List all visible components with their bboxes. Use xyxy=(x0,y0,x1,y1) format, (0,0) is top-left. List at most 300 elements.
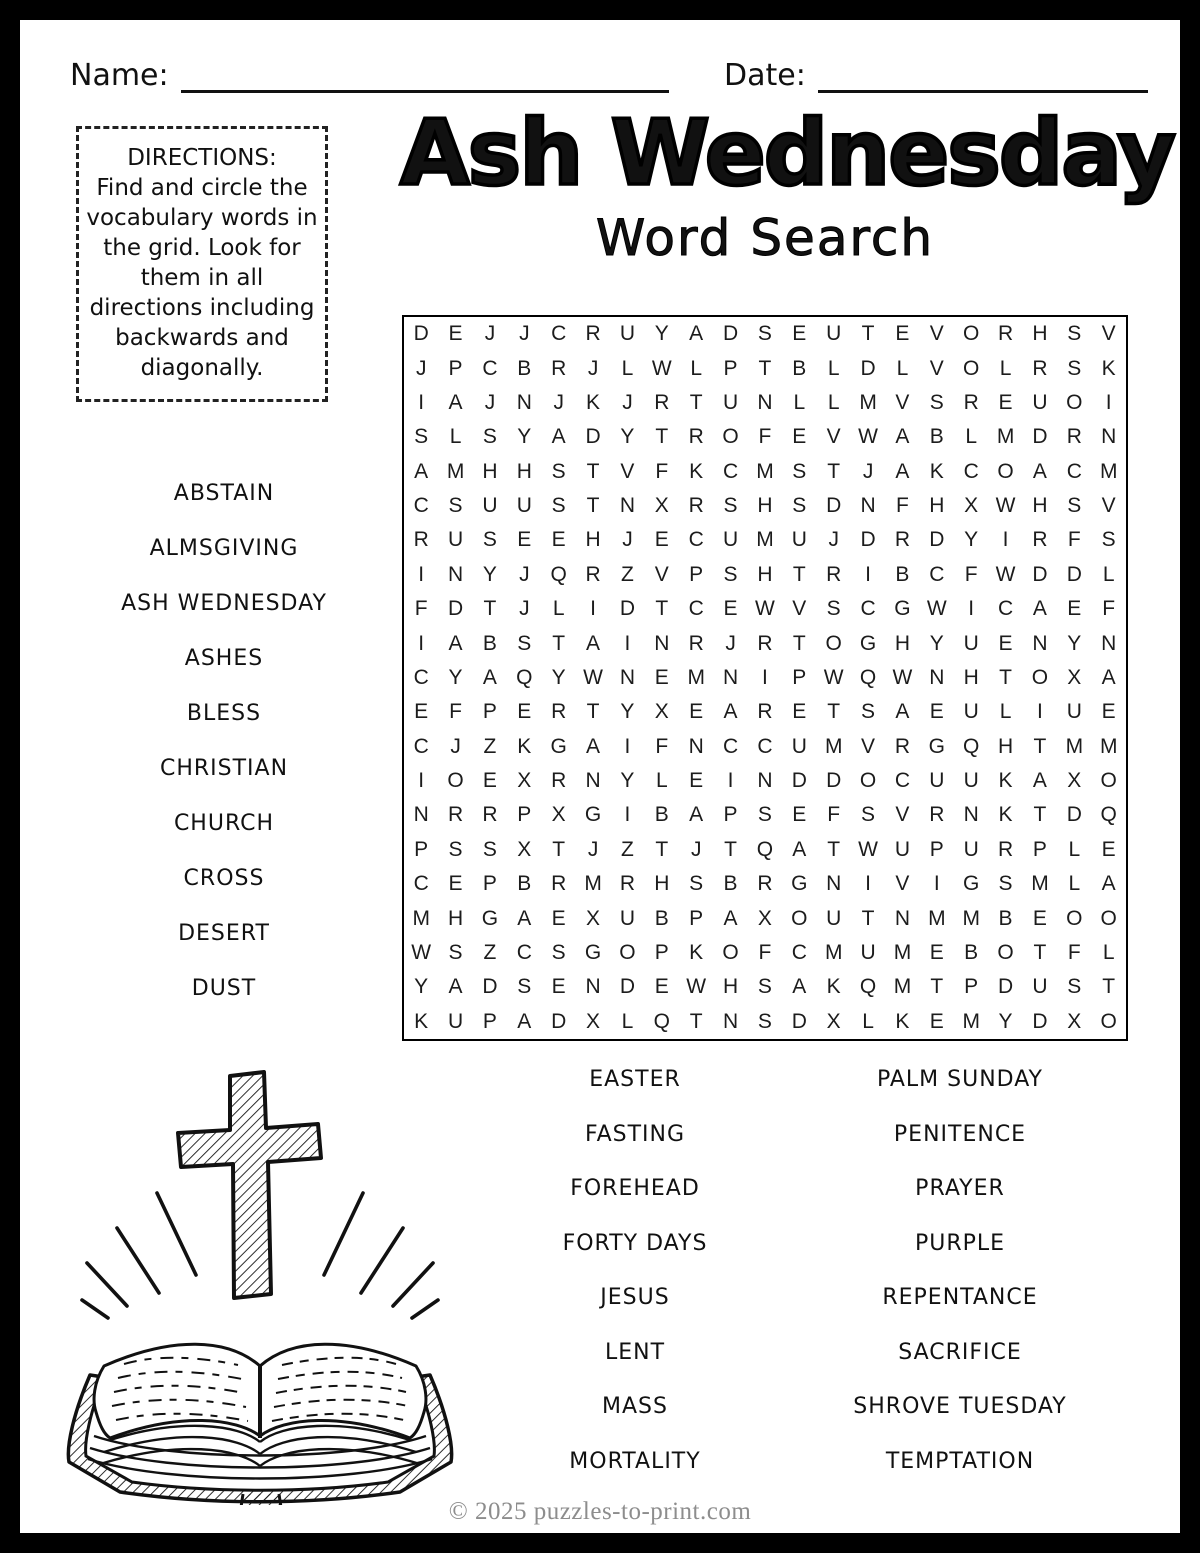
grid-cell: M xyxy=(446,459,465,483)
grid-cell: O xyxy=(1066,390,1083,414)
grid-cell: M xyxy=(687,665,705,689)
grid-cell: S xyxy=(448,837,463,861)
grid-cell: P xyxy=(964,975,979,999)
grid-cell: S xyxy=(482,528,497,552)
grid-cell: B xyxy=(964,940,979,964)
grid-cell: J xyxy=(828,528,839,552)
grid-cell: M xyxy=(584,872,602,896)
grid-cell: K xyxy=(998,803,1013,827)
grid-cell: U xyxy=(963,631,979,655)
grid-cell: Z xyxy=(483,734,497,758)
grid-cell: A xyxy=(517,1009,532,1033)
grid-cell: P xyxy=(517,803,532,827)
grid-cell: R xyxy=(963,390,979,414)
grid-cell: D xyxy=(860,528,876,552)
grid-cell: X xyxy=(1067,1009,1082,1033)
grid-cell: E xyxy=(482,769,497,793)
grid-cell: E xyxy=(1101,837,1116,861)
grid-cell: E xyxy=(929,940,944,964)
grid-cell: Q xyxy=(859,975,877,999)
word-list-bottom-right xyxy=(790,1053,1130,1489)
grid-cell: C xyxy=(516,940,532,964)
grid-cell: D xyxy=(1066,562,1082,586)
grid-cell: E xyxy=(517,528,532,552)
grid-cell: L xyxy=(827,390,840,414)
grid-cell: Y xyxy=(551,665,566,689)
word-list-item: FOREHEAD xyxy=(570,1176,700,1201)
grid-cell: S xyxy=(1067,356,1082,380)
word-list-item: CHRISTIAN xyxy=(159,756,289,781)
grid-cell: V xyxy=(895,390,910,414)
grid-cell: O xyxy=(997,459,1014,483)
grid-cell: E xyxy=(929,1009,944,1033)
grid-row xyxy=(404,695,1126,729)
grid-cell: W xyxy=(858,837,878,861)
grid-cell: U xyxy=(516,494,532,518)
grid-cell: S xyxy=(757,975,772,999)
grid-cell: C xyxy=(722,734,739,758)
grid-cell: C xyxy=(929,562,945,586)
grid-cell: L xyxy=(999,700,1012,724)
grid-cell: D xyxy=(619,975,636,999)
grid-cell: Q xyxy=(756,837,774,861)
grid-cell: N xyxy=(929,665,945,689)
grid-cell: R xyxy=(551,356,567,380)
grid-cell: M xyxy=(1065,734,1084,758)
grid-cell: J xyxy=(484,322,496,346)
grid-cell: K xyxy=(998,769,1013,793)
grid-cell: P xyxy=(723,803,738,827)
grid-cell: S xyxy=(551,940,566,964)
grid-cell: B xyxy=(517,356,532,380)
grid-cell: H xyxy=(929,494,945,518)
grid-cell: M xyxy=(1031,872,1049,896)
grid-row xyxy=(404,317,1126,351)
grid-cell: C xyxy=(482,356,498,380)
grid-cell: N xyxy=(1032,631,1048,655)
grid-cell: O xyxy=(997,940,1014,964)
grid-cell: T xyxy=(552,631,566,655)
grid-cell: U xyxy=(826,322,842,346)
grid-cell: E xyxy=(551,906,566,930)
grid-cell: A xyxy=(895,700,910,724)
grid-cell: E xyxy=(414,700,429,724)
grid-cell: E xyxy=(792,322,807,346)
grid-cell: K xyxy=(826,975,841,999)
grid-cell: R xyxy=(688,494,704,518)
grid-cell: N xyxy=(1101,631,1117,655)
grid-cell: H xyxy=(516,459,532,483)
grid-cell: O xyxy=(722,940,739,964)
grid-cell: O xyxy=(1100,1009,1117,1033)
grid-cell: U xyxy=(860,940,876,964)
grid-cell: M xyxy=(962,1009,980,1033)
grid-cell: G xyxy=(963,872,980,896)
grid-cell: E xyxy=(551,975,566,999)
grid-cell: Y xyxy=(654,322,669,346)
grid-cell: L xyxy=(552,597,565,621)
grid-cell: H xyxy=(757,494,773,518)
word-list-item: LENT xyxy=(604,1339,666,1365)
word-list-item: ASH WEDNESDAY xyxy=(121,591,327,616)
grid-cell: J xyxy=(519,562,530,586)
grid-cell: T xyxy=(1033,734,1047,758)
grid-cell: R xyxy=(757,700,773,724)
grid-cell: C xyxy=(413,734,429,758)
grid-cell: T xyxy=(586,494,600,518)
grid-cell: U xyxy=(791,528,807,552)
name-blank-line xyxy=(181,58,669,93)
grid-cell: H xyxy=(585,528,601,552)
grid-cell: I xyxy=(865,562,871,586)
grid-cell: H xyxy=(963,665,979,689)
grid-cell: S xyxy=(482,837,497,861)
grid-cell: E xyxy=(654,528,669,552)
grid-cell: S xyxy=(551,459,566,483)
word-list-bottom-left xyxy=(475,1053,795,1489)
grid-cell: X xyxy=(517,769,532,793)
grid-cell: S xyxy=(517,975,532,999)
grid-cell: K xyxy=(586,390,601,414)
grid-cell: T xyxy=(1033,803,1047,827)
grid-cell: Y xyxy=(414,975,429,999)
grid-cell: U xyxy=(447,1009,464,1033)
grid-cell: D xyxy=(413,322,429,346)
word-list-item: DUST xyxy=(191,976,257,1001)
directions-body: Find and circle the vocabulary words in the grid. Look for them in all directions including backwards and diagonally. xyxy=(86,175,318,381)
grid-cell: U xyxy=(722,528,739,552)
grid-cell: A xyxy=(517,906,532,930)
grid-cell: H xyxy=(1032,322,1048,346)
grid-cell: W xyxy=(995,562,1016,586)
grid-cell: K xyxy=(929,459,944,483)
grid-cell: C xyxy=(860,597,876,621)
grid-cell: B xyxy=(482,631,497,655)
grid-row xyxy=(404,626,1126,660)
grid-cell: S xyxy=(1067,322,1082,346)
grid-cell: S xyxy=(689,872,704,896)
grid-cell: F xyxy=(655,734,669,758)
grid-cell: P xyxy=(689,562,704,586)
grid-cell: H xyxy=(894,631,911,655)
grid-cell: J xyxy=(415,356,427,380)
grid-cell: Y xyxy=(620,769,635,793)
grid-cell: V xyxy=(792,597,807,621)
grid-cell: S xyxy=(861,803,876,827)
word-list-item: ABSTAIN xyxy=(173,481,275,506)
word-list-item: FASTING xyxy=(584,1121,686,1147)
grid-cell: Y xyxy=(929,631,944,655)
grid-cell: N xyxy=(516,390,532,414)
grid-cell: F xyxy=(414,597,428,621)
grid-cell: T xyxy=(792,562,806,586)
grid-cell: J xyxy=(484,390,496,414)
grid-cell: T xyxy=(655,425,669,449)
grid-cell: D xyxy=(826,494,842,518)
grid-cell: O xyxy=(1100,769,1117,793)
grid-cell: E xyxy=(895,322,910,346)
grid-cell: U xyxy=(1032,975,1048,999)
grid-cell: X xyxy=(586,906,601,930)
grid-cell: K xyxy=(895,1009,910,1033)
grid-cell: O xyxy=(722,425,739,449)
page-subtitle: Word Search xyxy=(595,209,935,267)
grid-cell: R xyxy=(826,562,842,586)
grid-cell: A xyxy=(1101,665,1116,689)
grid-cell: P xyxy=(1032,837,1047,861)
grid-cell: H xyxy=(722,975,739,999)
grid-cell: D xyxy=(791,769,807,793)
grid-cell: R xyxy=(619,872,636,896)
grid-cell: R xyxy=(413,528,429,552)
grid-cell: M xyxy=(859,390,877,414)
grid-cell: W xyxy=(995,494,1016,518)
grid-cell: U xyxy=(482,494,498,518)
grid-cell: A xyxy=(723,906,738,930)
grid-cell: R xyxy=(447,803,464,827)
grid-cell: G xyxy=(550,734,567,758)
grid-cell: C xyxy=(413,494,429,518)
grid-cell: S xyxy=(861,700,876,724)
grid-row xyxy=(404,970,1126,1004)
grid-cell: L xyxy=(1068,872,1081,896)
grid-cell: G xyxy=(584,940,602,964)
grid-cell: F xyxy=(964,562,978,586)
grid-cell: W xyxy=(823,665,844,689)
grid-cell: J xyxy=(519,597,530,621)
grid-cell: C xyxy=(791,940,807,964)
grid-cell: T xyxy=(724,837,737,861)
grid-cell: T xyxy=(827,700,841,724)
grid-cell: V xyxy=(895,803,910,827)
grid-cell: O xyxy=(963,322,980,346)
word-list-item: PRAYER xyxy=(915,1176,1005,1201)
grid-cell: E xyxy=(723,597,738,621)
grid-cell: L xyxy=(896,356,909,380)
directions-heading: DIRECTIONS: xyxy=(127,145,277,171)
grid-cell: P xyxy=(929,837,944,861)
grid-cell: N xyxy=(963,803,979,827)
name-label: Name: xyxy=(70,58,169,93)
grid-cell: Z xyxy=(621,837,634,861)
grid-cell: C xyxy=(1066,459,1082,483)
grid-cell: U xyxy=(894,837,911,861)
grid-cell: Q xyxy=(516,665,533,689)
grid-cell: D xyxy=(619,597,636,621)
grid-cell: W xyxy=(858,425,878,449)
word-list-item: CHURCH xyxy=(173,811,275,836)
grid-cell: I xyxy=(624,803,631,827)
grid-cell: O xyxy=(619,940,636,964)
grid-cell: C xyxy=(688,597,704,621)
grid-cell: N xyxy=(654,631,670,655)
grid-cell: N xyxy=(894,906,911,930)
grid-cell: G xyxy=(584,803,602,827)
grid-cell: K xyxy=(689,459,704,483)
grid-cell: M xyxy=(996,425,1015,449)
word-list-item: DESERT xyxy=(178,921,270,946)
grid-row xyxy=(404,592,1126,626)
grid-cell: C xyxy=(413,872,429,896)
grid-cell: C xyxy=(894,769,911,793)
grid-cell: D xyxy=(1066,803,1082,827)
grid-cell: N xyxy=(585,769,601,793)
grid-cell: E xyxy=(551,528,566,552)
grid-cell: L xyxy=(999,356,1012,380)
grid-cell: O xyxy=(1031,665,1049,689)
grid-cell: A xyxy=(1032,459,1047,483)
grid-cell: C xyxy=(997,597,1014,621)
grid-cell: J xyxy=(450,734,461,758)
directions-box xyxy=(76,126,328,402)
grid-cell: J xyxy=(622,390,633,414)
grid-cell: L xyxy=(449,425,462,449)
grid-cell: O xyxy=(447,769,464,793)
grid-cell: B xyxy=(895,562,910,586)
grid-cell: D xyxy=(722,322,739,346)
grid-cell: D xyxy=(1032,562,1048,586)
grid-cell: U xyxy=(963,837,979,861)
grid-cell: N xyxy=(447,562,464,586)
grid-cell: N xyxy=(413,803,429,827)
grid-cell: E xyxy=(998,390,1013,414)
grid-cell: R xyxy=(551,872,567,896)
grid-cell: F xyxy=(758,425,772,449)
grid-cell: C xyxy=(757,734,773,758)
grid-cell: R xyxy=(929,803,945,827)
grid-cell: I xyxy=(865,872,871,896)
grid-cell: R xyxy=(1066,425,1082,449)
grid-row xyxy=(404,523,1126,557)
grid-cell: X xyxy=(757,906,772,930)
grid-cell: Y xyxy=(620,700,635,724)
grid-cell: A xyxy=(586,631,601,655)
grid-cell: T xyxy=(1102,975,1116,999)
grid-cell: K xyxy=(689,940,704,964)
grid-cell: Z xyxy=(621,562,634,586)
grid-cell: Y xyxy=(448,665,463,689)
name-field xyxy=(70,58,669,93)
grid-cell: I xyxy=(933,872,940,896)
grid-cell: U xyxy=(963,700,979,724)
grid-cell: L xyxy=(621,356,634,380)
grid-cell: E xyxy=(792,803,807,827)
word-list-item: SACRIFICE xyxy=(898,1339,1022,1365)
grid-cell: A xyxy=(723,700,738,724)
grid-cell: Y xyxy=(482,562,497,586)
grid-cell: V xyxy=(1101,322,1116,346)
grid-cell: A xyxy=(689,803,704,827)
grid-cell: L xyxy=(827,356,840,380)
grid-row xyxy=(404,901,1126,935)
grid-cell: E xyxy=(448,322,463,346)
grid-cell: P xyxy=(414,837,429,861)
grid-cell: G xyxy=(481,906,499,930)
word-list-left xyxy=(78,466,370,1016)
grid-cell: Q xyxy=(963,734,980,758)
grid-cell: W xyxy=(583,665,603,689)
grid-cell: N xyxy=(757,769,773,793)
grid-cell: E xyxy=(792,425,807,449)
grid-row xyxy=(404,798,1126,832)
grid-cell: S xyxy=(448,940,463,964)
grid-cell: X xyxy=(551,803,566,827)
grid-cell: N xyxy=(826,872,842,896)
word-list-item: FORTY DAYS xyxy=(562,1230,708,1256)
grid-cell: V xyxy=(929,356,944,380)
grid-row xyxy=(404,489,1126,523)
grid-cell: B xyxy=(654,803,669,827)
grid-cell: Q xyxy=(1100,803,1117,827)
grid-cell: S xyxy=(757,322,772,346)
grid-cell: B xyxy=(517,872,532,896)
grid-cell: I xyxy=(1105,390,1112,414)
grid-cell: I xyxy=(624,631,631,655)
grid-cell: I xyxy=(968,597,975,621)
grid-cell: A xyxy=(448,390,463,414)
grid-cell: M xyxy=(1099,459,1118,483)
grid-cell: D xyxy=(997,975,1014,999)
grid-cell: R xyxy=(757,872,773,896)
grid-cell: D xyxy=(1032,425,1048,449)
grid-cell: N xyxy=(860,494,876,518)
grid-cell: S xyxy=(551,494,566,518)
grid-row xyxy=(404,1005,1126,1039)
grid-cell: O xyxy=(963,356,980,380)
cross-and-bible-svg xyxy=(60,1060,460,1505)
grid-cell: E xyxy=(792,700,807,724)
grid-cell: P xyxy=(482,872,497,896)
grid-cell: Y xyxy=(1067,631,1082,655)
grid-cell: E xyxy=(998,631,1013,655)
grid-cell: R xyxy=(1032,528,1048,552)
grid-cell: E xyxy=(654,975,669,999)
grid-cell: B xyxy=(723,872,738,896)
grid-cell: P xyxy=(482,700,497,724)
grid-row xyxy=(404,867,1126,901)
grid-row xyxy=(404,833,1126,867)
grid-cell: Y xyxy=(517,425,532,449)
grid-cell: W xyxy=(686,975,707,999)
grid-cell: M xyxy=(893,940,912,964)
grid-cell: A xyxy=(792,975,807,999)
word-search-grid xyxy=(402,315,1128,1041)
grid-cell: I xyxy=(418,631,425,655)
grid-cell: U xyxy=(963,769,979,793)
grid-cell: R xyxy=(894,528,911,552)
grid-cell: T xyxy=(655,597,669,621)
grid-cell: W xyxy=(892,665,913,689)
word-list-item: ALMSGIVING xyxy=(149,536,299,561)
grid-cell: C xyxy=(688,528,704,552)
grid-cell: H xyxy=(482,459,498,483)
grid-cell: T xyxy=(930,975,944,999)
grid-cell: N xyxy=(585,975,601,999)
grid-cell: I xyxy=(590,597,596,621)
grid-cell: U xyxy=(722,390,739,414)
grid-cell: K xyxy=(1101,356,1116,380)
grid-cell: W xyxy=(651,356,672,380)
grid-cell: C xyxy=(963,459,979,483)
grid-cell: I xyxy=(727,769,734,793)
word-list-item: MORTALITY xyxy=(569,1448,701,1474)
grid-cell: V xyxy=(826,425,841,449)
grid-row xyxy=(404,420,1126,454)
grid-cell: A xyxy=(414,459,429,483)
grid-cell: O xyxy=(859,769,877,793)
grid-cell: C xyxy=(413,665,429,689)
grid-cell: I xyxy=(418,390,425,414)
